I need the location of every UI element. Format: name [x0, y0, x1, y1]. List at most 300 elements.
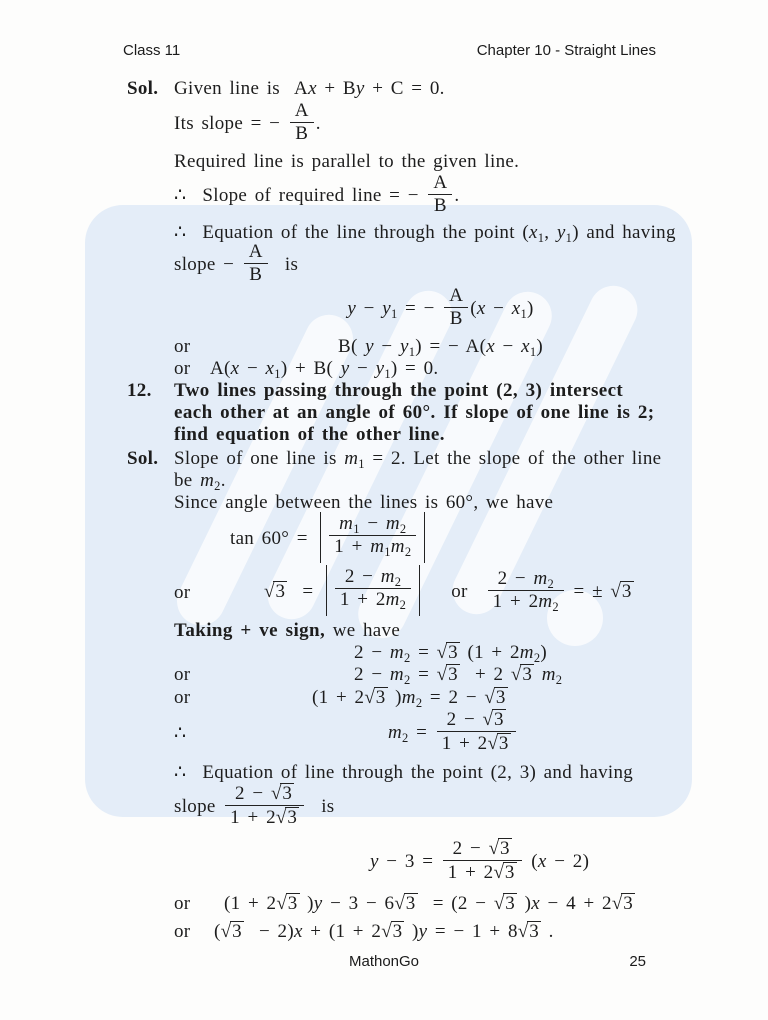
page-header — [123, 42, 656, 59]
variable: x — [308, 78, 317, 99]
text-run: ) — [540, 642, 548, 663]
text-run: ( — [470, 297, 477, 319]
subscript: 2 — [402, 730, 409, 745]
text-run: 3 — [287, 893, 298, 914]
expression — [174, 664, 707, 686]
fraction — [290, 101, 314, 144]
page-footer — [0, 953, 768, 973]
row-body — [174, 664, 707, 686]
text-run: ( — [523, 850, 538, 872]
text-run: = — [410, 642, 437, 663]
denominator — [244, 263, 268, 285]
radicand — [280, 783, 294, 803]
variable: m — [380, 566, 395, 587]
text-run: 2 − — [446, 709, 483, 730]
item-marker: Sol. — [127, 78, 159, 99]
subscript: 1 — [358, 457, 365, 471]
row-body — [174, 402, 707, 424]
variable: x — [476, 297, 486, 319]
row-body — [174, 172, 707, 218]
subscript: 2 — [403, 673, 411, 687]
expression — [174, 642, 707, 664]
expression — [174, 921, 707, 943]
radical-sign: √ — [517, 921, 529, 942]
text-run: or — [451, 580, 468, 602]
variable: y — [556, 222, 566, 243]
square-root — [518, 921, 541, 942]
text-run: ( — [214, 921, 221, 942]
expression — [174, 620, 707, 642]
row-body — [174, 785, 707, 830]
denominator — [444, 307, 468, 329]
subscript: 1 — [390, 306, 398, 321]
text-run: + 2 — [459, 664, 511, 685]
variable: x — [486, 336, 495, 357]
text-run: 3 — [405, 893, 416, 914]
text-run: Since angle between the lines is 60°, we have — [174, 492, 554, 513]
text-run: is — [306, 795, 335, 817]
row-body — [174, 336, 707, 358]
square-root — [276, 807, 299, 828]
square-root — [394, 893, 417, 914]
text-run: ) = 0. — [390, 358, 439, 379]
subscript: 1 — [529, 345, 537, 359]
class-label: Class 11 — [123, 42, 181, 59]
subscript: 1 — [353, 522, 360, 536]
text-run: − — [485, 297, 512, 319]
connector-label: or — [174, 921, 191, 942]
expression — [174, 492, 707, 514]
text-run: = 2 − — [422, 687, 485, 708]
radical-sign: √ — [276, 893, 287, 914]
bold-text-run: Two lines passing through the point (2, 3) intersect — [174, 380, 624, 401]
text-run: ∴ — [174, 184, 187, 206]
variable: x — [531, 893, 540, 914]
fraction — [488, 569, 564, 612]
text-run: is — [269, 253, 299, 275]
text-run: ) — [517, 893, 532, 914]
radicand — [503, 893, 517, 913]
denominator — [443, 860, 522, 883]
radicand — [374, 687, 388, 707]
text-run: . — [315, 112, 321, 134]
subscript: 1 — [537, 231, 545, 245]
text-run: + (1 + 2 — [302, 921, 382, 942]
radical-sign: √ — [611, 893, 623, 914]
radical-sign: √ — [436, 642, 448, 663]
variable: m — [533, 568, 548, 589]
row-body — [174, 567, 707, 618]
expression — [174, 785, 707, 830]
denominator — [290, 122, 314, 144]
equation-through-point — [127, 222, 707, 244]
subscript: 2 — [404, 545, 412, 559]
text-run: ) — [404, 921, 419, 942]
text-run: − — [494, 336, 522, 357]
radicand — [621, 893, 635, 913]
expression — [174, 514, 707, 565]
radical-sign: √ — [364, 687, 375, 708]
final-equation — [127, 921, 707, 943]
text-run: A — [294, 100, 309, 121]
radicand — [285, 807, 299, 827]
expression — [174, 448, 707, 470]
subscript: 1 — [384, 367, 391, 381]
expression — [174, 893, 707, 915]
square-root — [610, 581, 633, 602]
fraction — [329, 514, 416, 557]
text-run: 3 — [498, 733, 509, 754]
text-run: Required line is parallel to the given line. — [174, 151, 520, 172]
connector-label: or — [174, 358, 191, 379]
text-run: 3 — [522, 664, 533, 685]
square-root — [489, 838, 512, 859]
row-body — [174, 711, 707, 756]
numerator — [290, 101, 314, 122]
variable: y — [313, 893, 323, 914]
denominator — [335, 588, 411, 610]
text-run: = − 1 + 8 — [427, 921, 518, 942]
square-root — [264, 581, 287, 602]
connector-label: or — [174, 687, 191, 708]
radicand — [494, 687, 508, 707]
numerator — [225, 783, 304, 805]
text-run: − — [349, 358, 376, 379]
square-root — [381, 921, 404, 942]
row-body — [174, 921, 707, 943]
row-body — [174, 470, 707, 492]
angle-note — [127, 492, 707, 514]
text-run: A — [449, 285, 464, 306]
fraction — [225, 783, 304, 828]
text-run: ) — [527, 297, 534, 319]
tan-60-equation — [127, 514, 707, 565]
expression — [174, 424, 707, 446]
expression — [174, 402, 707, 424]
expression — [174, 151, 707, 173]
variable: m — [538, 591, 553, 612]
square-root — [487, 733, 510, 754]
text-run: 3 — [275, 580, 286, 602]
expression — [174, 100, 707, 146]
radical-sign: √ — [381, 921, 392, 942]
point-slope-equation — [127, 285, 707, 331]
connector-label: or — [174, 581, 191, 603]
text-run: 2 − — [452, 838, 489, 859]
variable: m — [385, 513, 400, 534]
numerator — [443, 838, 522, 860]
expression — [174, 762, 707, 784]
text-run: 1 + 2 — [492, 591, 539, 612]
row-body — [174, 100, 707, 146]
denominator — [329, 535, 416, 557]
text-run: B — [249, 264, 263, 285]
text-run: slope − — [174, 253, 242, 275]
text-run: 1 + 2 — [441, 733, 488, 754]
radicand — [520, 664, 534, 684]
subscript: 2 — [415, 696, 423, 710]
text-run: 3 — [392, 921, 403, 942]
sol-slope-m1 — [127, 448, 707, 470]
radical-sign: √ — [220, 921, 232, 942]
variable: x — [230, 358, 240, 379]
expression — [174, 241, 707, 287]
radicand — [273, 581, 287, 601]
expression — [174, 172, 707, 218]
bold-text-run: find equation of the other line. — [174, 424, 445, 445]
text-run: . — [454, 184, 460, 206]
text-run: − 2) — [546, 850, 590, 872]
variable: m — [541, 664, 556, 685]
numerator — [244, 242, 268, 263]
row-body — [174, 380, 707, 402]
connector-label: or — [174, 893, 191, 914]
text-run: 1 + — [334, 536, 371, 557]
radicand — [404, 893, 418, 913]
variable: m — [519, 642, 534, 663]
parallel-note — [127, 151, 707, 173]
absolute-value — [326, 565, 420, 616]
slope-value-is — [127, 785, 707, 830]
fraction — [437, 709, 516, 754]
expression — [174, 380, 707, 402]
square-root — [437, 664, 460, 685]
text-run: B( — [337, 336, 366, 357]
row-body — [174, 762, 707, 784]
text-run: = − — [397, 297, 443, 319]
text-run: ∴ — [174, 762, 187, 783]
radicand — [492, 709, 506, 729]
fraction — [244, 242, 268, 285]
square-root — [221, 921, 244, 942]
row-body — [174, 620, 707, 642]
text-run: 3 — [448, 664, 458, 685]
radical-sign: √ — [488, 838, 500, 859]
question-12-line-3 — [127, 424, 707, 446]
text-run: + C = 0. — [364, 78, 445, 99]
be-m2 — [127, 470, 707, 492]
subscript: 1 — [274, 367, 281, 381]
radical-sign: √ — [493, 862, 504, 883]
text-run: B — [295, 123, 309, 144]
question-12-line-1 — [127, 380, 707, 402]
variable: y — [365, 336, 374, 357]
square-root — [494, 893, 517, 914]
variable: m — [389, 664, 404, 685]
radical-sign: √ — [510, 664, 522, 685]
denominator — [488, 590, 564, 612]
subscript: 2 — [403, 651, 411, 665]
variable: x — [528, 222, 538, 243]
fraction — [443, 838, 522, 883]
question-12-line-2 — [127, 402, 707, 424]
expression — [174, 336, 707, 358]
expression — [174, 567, 707, 618]
slope-is — [127, 241, 707, 287]
radicand — [446, 642, 460, 662]
square-root — [483, 709, 506, 730]
text-run: ) and having — [572, 222, 676, 243]
text-run: ) — [299, 893, 314, 914]
text-run: Slope of one line is — [174, 448, 345, 469]
subscript: 1 — [384, 545, 391, 559]
solution-content — [127, 78, 707, 943]
eq-general-form — [127, 358, 707, 380]
row-body — [174, 424, 707, 446]
variable: m — [370, 536, 385, 557]
text-run: 1 + 2 — [339, 589, 386, 610]
text-run: Equation of the line through the point ( — [202, 222, 529, 243]
radicand — [391, 921, 405, 941]
subscript: 2 — [555, 673, 563, 687]
text-run: + B — [316, 78, 356, 99]
numerator — [428, 173, 452, 194]
subscript: 2 — [552, 600, 559, 614]
variable: x — [293, 921, 303, 942]
variable: y — [382, 297, 391, 319]
text-run: − 4 + 2 — [540, 893, 612, 914]
subscript: 1 — [565, 231, 573, 245]
row-body — [174, 78, 707, 100]
text-run: ) = − A( — [415, 336, 487, 357]
radical-sign: √ — [270, 783, 282, 804]
text-run: − — [239, 358, 266, 379]
page-number: 25 — [629, 953, 646, 970]
text-run: A — [248, 241, 263, 262]
text-run: = 2. Let the slope of the other line — [364, 448, 662, 469]
row-body — [174, 241, 707, 287]
text-run: 2 − — [354, 664, 390, 685]
text-run: (1 + 2 — [224, 893, 277, 914]
text-run: 1 + 2 — [447, 862, 494, 883]
brand-label: MathonGo — [348, 953, 420, 970]
subscript: 2 — [214, 479, 221, 493]
connector-label: ∴ — [174, 722, 187, 744]
numerator — [329, 514, 416, 535]
item-marker: Sol. — [127, 448, 159, 469]
row-body — [174, 514, 707, 565]
text-run: 3 — [287, 807, 298, 828]
expression — [174, 470, 707, 492]
equation-of-line-note — [127, 762, 707, 784]
radicand — [286, 893, 300, 913]
text-run: − — [373, 336, 400, 357]
text-run: 2 − — [235, 783, 271, 804]
variable: x — [265, 358, 275, 379]
variable: m — [390, 536, 405, 557]
eq-b-form — [127, 336, 707, 358]
square-root — [276, 893, 299, 914]
text-run: A — [433, 172, 448, 193]
text-run: ∴ — [174, 222, 187, 243]
row-body — [174, 642, 707, 664]
variable: y — [400, 336, 409, 357]
text-run: 2 − — [497, 568, 534, 589]
text-run — [534, 664, 542, 685]
variable: m — [388, 721, 403, 743]
text-run: ) — [536, 336, 544, 357]
row-body — [174, 151, 707, 173]
text-run: = — [408, 721, 435, 743]
text-run: = — [410, 664, 437, 685]
subscript: 2 — [399, 598, 407, 612]
m2-value — [127, 711, 707, 756]
expression — [174, 285, 707, 331]
text-run: 3 — [623, 893, 634, 914]
text-run: . — [541, 921, 554, 942]
text-run: 2 − — [354, 642, 390, 663]
text-run: 3 — [500, 838, 510, 859]
square-root — [612, 893, 635, 914]
square-root — [511, 664, 534, 685]
variable: y — [418, 921, 428, 942]
expression — [174, 687, 707, 709]
variable: y — [355, 78, 365, 99]
radical-sign: √ — [484, 687, 495, 708]
variable: x — [511, 297, 521, 319]
text-run: tan 60° = — [230, 527, 316, 549]
variable: x — [521, 336, 530, 357]
denominator — [428, 194, 452, 216]
radicand — [527, 921, 541, 941]
row-body — [174, 285, 707, 331]
text-run: − 3 − 6 — [322, 893, 395, 914]
radicand — [446, 664, 460, 684]
radical-sign: √ — [482, 709, 493, 730]
bold-text-run: Taking + ve sign, — [174, 620, 326, 641]
variable: m — [401, 687, 416, 708]
connector-label: or — [174, 664, 191, 685]
connector-label: or — [174, 336, 191, 357]
its-slope — [127, 100, 707, 146]
variable: m — [344, 448, 359, 469]
subscript: 2 — [533, 651, 541, 665]
text-run: 3 — [448, 642, 458, 663]
radical-sign: √ — [275, 807, 287, 828]
text-run: we have — [325, 620, 401, 641]
variable: x — [537, 850, 547, 872]
variable: m — [389, 642, 404, 663]
text-run: ) + B( — [280, 358, 341, 379]
text-run: − 3 = — [378, 850, 441, 872]
radicand — [498, 838, 512, 858]
variable: m — [339, 513, 354, 534]
eq-step-1 — [127, 642, 707, 664]
subscript: 2 — [394, 575, 402, 589]
radical-sign: √ — [436, 664, 448, 685]
sqrt3-equation — [127, 567, 707, 618]
absolute-value — [320, 512, 425, 563]
row-body — [174, 358, 707, 380]
text-run: be — [174, 470, 201, 491]
radicand — [620, 581, 634, 601]
text-run: − 2) — [243, 921, 294, 942]
denominator — [225, 805, 304, 828]
radical-sign: √ — [610, 580, 621, 602]
text-run: 3 — [621, 580, 632, 602]
numerator — [488, 569, 564, 590]
numerator — [444, 286, 468, 307]
text-run: 3 — [529, 921, 540, 942]
radical-sign: √ — [487, 733, 498, 754]
variable: y — [347, 297, 357, 319]
radical-sign: √ — [264, 580, 275, 602]
text-run: 3 — [505, 893, 516, 914]
subscript: 2 — [547, 577, 555, 591]
row-body — [174, 448, 707, 470]
expression — [174, 78, 707, 100]
fraction — [444, 286, 468, 329]
